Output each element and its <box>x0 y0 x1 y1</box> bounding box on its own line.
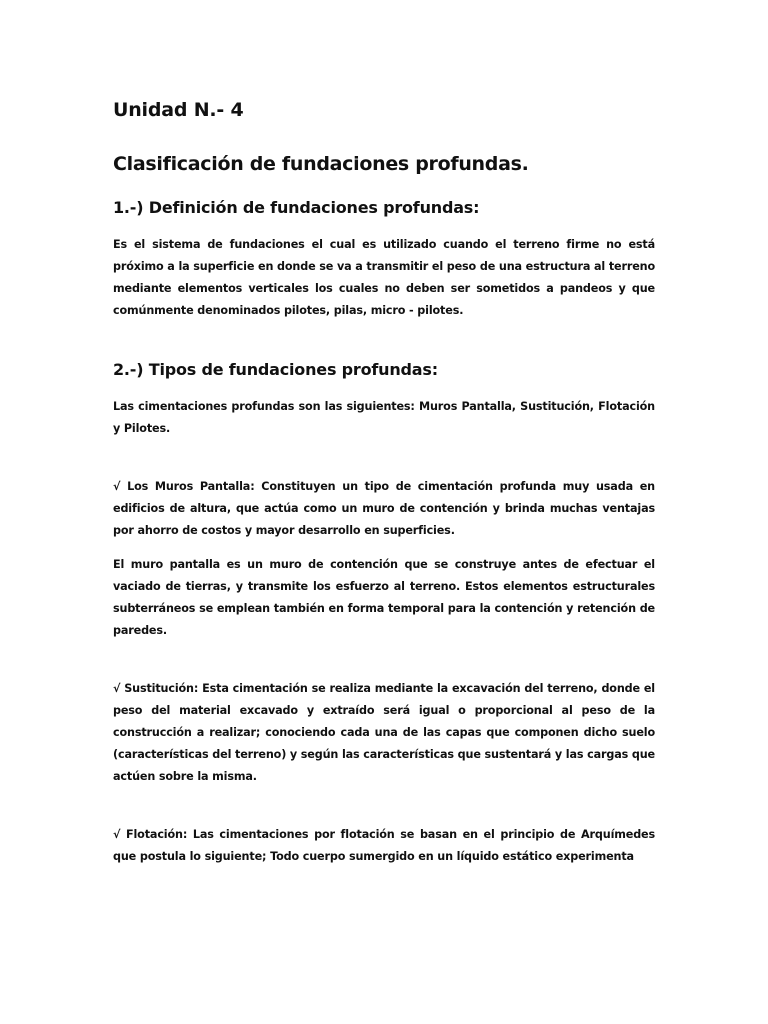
spacer <box>113 642 655 678</box>
section-2-heading: 2.-) Tipos de fundaciones profundas: <box>113 360 438 379</box>
section-1-heading: 1.-) Definición de fundaciones profundas: <box>113 198 480 217</box>
document-body <box>113 96 655 868</box>
spacer <box>113 440 655 476</box>
sustitucion-paragraph: √ Sustitución: Esta cimentación se realiza mediante la excavación del terreno, donde el peso del material excavado y extraído será igual o proporcional al peso de la construcción a realizar; conociendo cada una de las capas que componen dicho suelo (características del terreno) y según las características que sustentará y las cargas que actúen sobre la misma. <box>113 682 655 783</box>
unit-heading: Unidad N.- 4 <box>113 99 244 121</box>
section-2-intro: Las cimentaciones profundas son las siguientes: Muros Pantalla, Sustitución, Flotación y Pilotes. <box>113 400 655 435</box>
spacer <box>113 788 655 824</box>
flotacion-paragraph: √ Flotación: Las cimentaciones por flotación se basan en el principio de Arquímedes que postula lo siguiente; Todo cuerpo sumergido en un líquido estático experimenta <box>113 828 655 863</box>
spacer <box>113 322 655 358</box>
document-title: Clasificación de fundaciones profundas. <box>113 153 529 175</box>
muros-pantalla-paragraph: √ Los Muros Pantalla: Constituyen un tipo de cimentación profunda muy usada en edificios de altura, que actúa como un muro de contención y brinda muchas ventajas por ahorro de costos y mayor desarrollo en superficies. <box>113 480 655 537</box>
spacer <box>113 542 655 554</box>
muros-pantalla-detail: El muro pantalla es un muro de contención que se construye antes de efectuar el vaciado de tierras, y transmite los esfuerzo al terreno. Estos elementos estructurales subterráneos se emplean también en forma temporal para la contención y retención de paredes. <box>113 558 655 637</box>
section-1-paragraph: Es el sistema de fundaciones el cual es utilizado cuando el terreno firme no está próximo a la superficie en donde se va a transmitir el peso de una estructura al terreno mediante elementos verticales los cuales no deben ser sometidos a pandeos y que comúnmente denominados pilotes, pilas, micro - pilotes. <box>113 238 655 317</box>
